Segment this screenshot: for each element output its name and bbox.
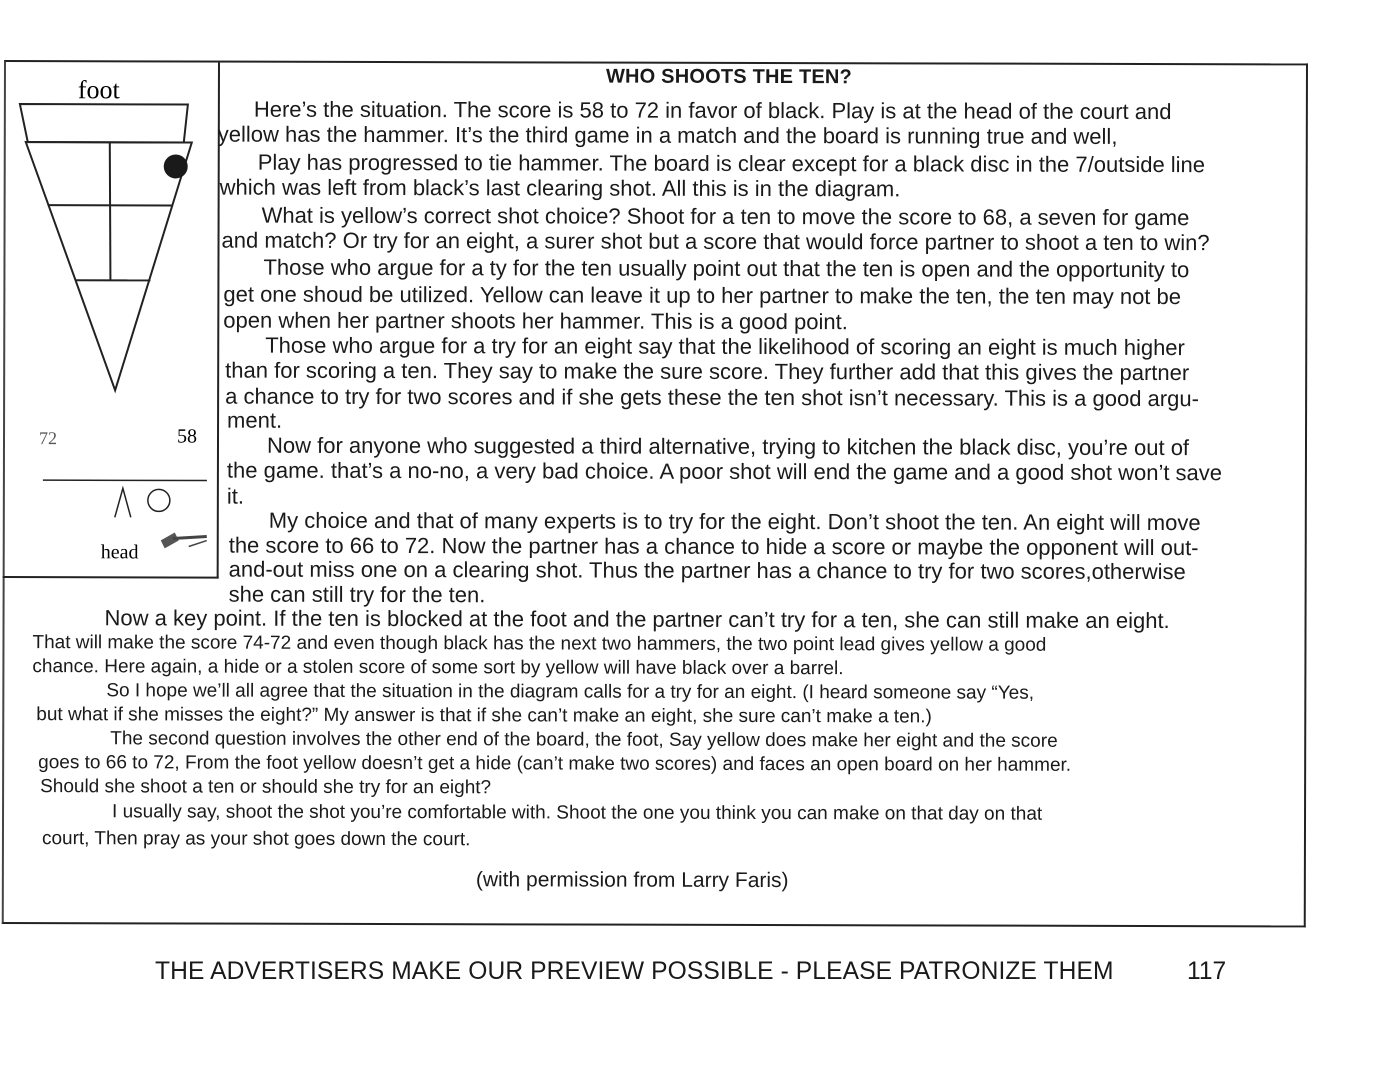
text-line: Here’s the situation. The score is 58 to 72 in favor of black. Play is at the head of the court and: [253, 96, 1172, 125]
article-title: WHO SHOOTS THE TEN?: [605, 65, 853, 89]
text-line: she can still try for the ten.: [228, 581, 486, 608]
text-line: the score to 66 to 72. Now the partner has a chance to hide a score or maybe the opponent will out-: [228, 532, 1199, 561]
scoring-triangle: [25, 142, 192, 390]
text-line: Those who argue for a try for an eight say that the likelihood of scoring an eight is much higher: [265, 332, 1185, 361]
head-label: head: [100, 541, 139, 564]
text-line: The second question involves the other end of the board, the foot, Say yellow does make her eight and the score: [110, 728, 1058, 752]
text-line: and-out miss one on a clearing shot. Thus the partner has a chance to try for two scores,otherwise: [228, 556, 1186, 585]
text-line: I usually say, shoot the shot you’re comfortable with. Shoot the one you think you can make on that day on that: [112, 801, 1043, 825]
score-black: 72: [38, 428, 58, 449]
text-line: Those who argue for a ty for the ten usually point out that the ten is open and the opportunity to: [263, 254, 1190, 283]
text-line: yellow has the hammer. It’s the third game in a match and the board is running true and well,: [217, 121, 1118, 149]
text-line: chance. Here again, a hide or a stolen score of some sort by yellow will have black over a barrel.: [32, 656, 844, 680]
text-line: So I hope we’ll all agree that the situation in the diagram calls for a try for an eight. (I heard someone say “Yes,: [106, 680, 1035, 704]
foot-label: foot: [77, 75, 120, 105]
text-line: which was left from black’s last clearing shot. All this is in the diagram.: [219, 174, 901, 202]
text-line: That will make the score 74-72 and even though black has the next two hammers, the two point lead gives yellow a good: [32, 632, 1047, 656]
hammer-icon: [161, 532, 207, 548]
article-frame: [2, 60, 1310, 927]
text-line: ment.: [227, 407, 283, 433]
text-line: My choice and that of many experts is to try for the eight. Don’t shoot the ten. An eight will move: [268, 507, 1201, 536]
hammer-marker: [115, 488, 131, 517]
page-footer: THE ADVERTISERS MAKE OUR PREVIEW POSSIBLE - PLEASE PATRONIZE THEM: [155, 958, 1114, 985]
yellow-disc-icon: [148, 489, 170, 511]
text-line: goes to 66 to 72, From the foot yellow doesn’t get a hide (can’t make two scores) and faces an open board on her hammer.: [38, 752, 1072, 776]
text-line: What is yellow’s correct shot choice? Shoot for a ten to move the score to 68, a seven for game: [261, 202, 1190, 231]
text-line: Play has progressed to tie hammer. The board is clear except for a black disc in the 7/outside line: [257, 149, 1206, 178]
text-line: Should she shoot a ten or should she try for an eight?: [40, 776, 492, 799]
court-diagram-svg: [3, 62, 218, 577]
text-line: court, Then pray as your shot goes down the court.: [41, 828, 471, 851]
text-line: the game. that’s a no-no, a very bad choice. A poor shot will end the game and a good shot won’t save: [226, 457, 1223, 486]
text-line: than for scoring a ten. They say to make the sure score. They further add that this gives the partner: [225, 357, 1190, 386]
text-line: get one shoud be utilized. Yellow can leave it up to her partner to make the ten, the ten may not be: [223, 281, 1182, 310]
text-line: it.: [226, 483, 245, 509]
article-credit: (with permission from Larry Faris): [475, 868, 789, 893]
court-diagram: [3, 62, 220, 579]
kitchen-area: [20, 104, 188, 142]
score-yellow: 58: [176, 425, 198, 448]
text-line: open when her partner shoots her hammer. This is a good point.: [223, 307, 848, 335]
text-line: but what if she misses the eight?” My answer is that if she can’t make an eight, she sure can’t make a ten.): [36, 704, 932, 728]
black-disc: [164, 154, 188, 178]
text-line: and match? Or try for an eight, a surer shot but a score that would force partner to shoot a ten to win?: [221, 227, 1210, 256]
page-number: 117: [1187, 958, 1227, 985]
text-line: Now a key point. If the ten is blocked at the foot and the partner can’t try for a ten, she can still make an eight.: [104, 605, 1170, 634]
text-line: a chance to try for two scores and if she gets these the ten shot isn’t necessary. This is a good argu-: [225, 383, 1199, 412]
text-line: Now for anyone who suggested a third alternative, trying to kitchen the black disc, you’re out of: [266, 432, 1190, 461]
center-line: [109, 142, 110, 280]
